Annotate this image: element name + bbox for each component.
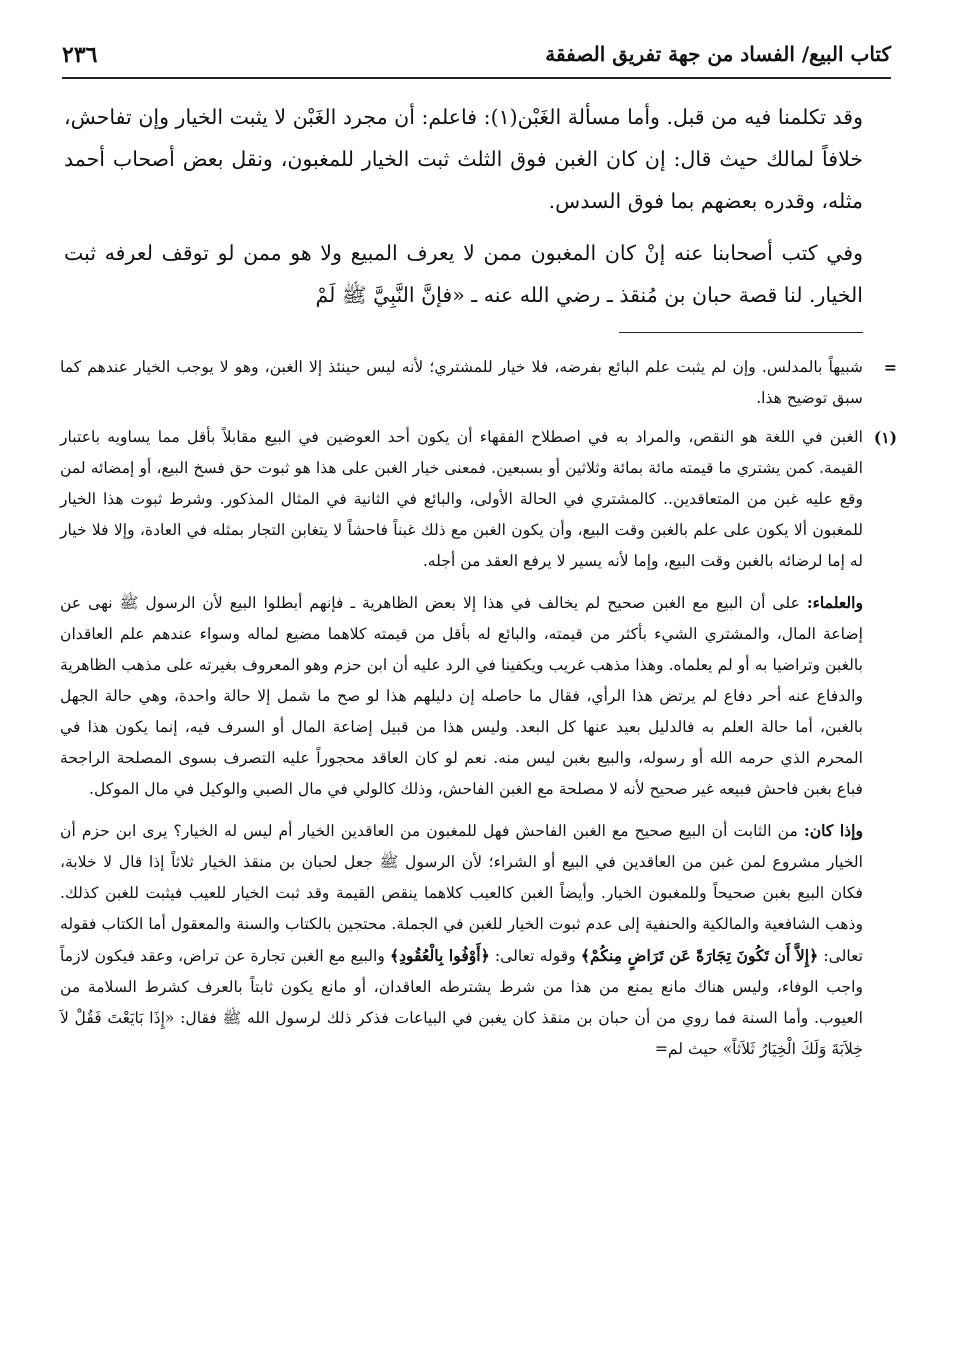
footnote-1 xyxy=(60,422,897,1065)
footnote-continuation xyxy=(60,352,897,414)
page-number: ٢٣٦ xyxy=(62,42,98,68)
running-header xyxy=(62,38,891,74)
paragraph-body: حيث لم= xyxy=(654,1040,718,1058)
footnote-1-paragraph-3 xyxy=(60,815,863,1065)
paragraph-lead: والعلماء: xyxy=(806,593,863,612)
paragraph-body: من الثابت أن البيع صحيح مع الغبن الفاحش فهل للمغبون من العاقدين الخيار أم ليس له الخيار؟ يرى ابن حزم أن الخيار مشروع لمن غبن من العاقدين في البيع أو الشراء؛ لأن الرسول ﷺ جعل لحبان بن منقذ الخيار ثلاثاً إذا قال لا خلابة، فكان البيع بغبن صحيحاً وللمغبون الخيار. وأيضاً الغبن كالعيب كلاهما ينقص القيمة وقد ثبت الخيار للعيب فيثبت للغبن كذلك. وذهب الشافعية والمالكية والحنفية إلى عدم ثبوت الخيار للغبن في الجملة. محتجين بالكتاب والسنة والمعقول أما الكتاب فقوله تعالى: xyxy=(60,822,863,965)
continuation-mark: = xyxy=(883,358,897,377)
quran-quote: ﴿إِلاَّ أَن تَكُونَ تِجَارَةً عَن تَرَاضٍ مِنكُمْ﴾ xyxy=(580,946,819,965)
footnotes xyxy=(60,352,897,1073)
paragraph-body: وقوله تعالى: xyxy=(494,947,576,965)
paragraph-body: والبيع مع الغبن تجارة عن تراض، وعقد فيكون لازماً واجب الوفاء، وليس هناك مانع يمنع من هذا من شرط يشترطه العاقدان، أو مانع يكون ثابتاً بالعرف كشرط السلامة من العيوب. وأما السنة فما روي من أن حبان بن منقذ كان يغبن في البياعات فذكر ذلك لرسول الله ﷺ فقال: xyxy=(60,947,863,1027)
header-rule xyxy=(62,77,891,79)
footnote-number: (١) xyxy=(873,428,897,447)
quran-quote: ﴿أَوْفُوا بِالْعُقُودِ﴾ xyxy=(389,946,490,965)
footnote-1-paragraph-1: الغبن في اللغة هو النقص، والمراد به في اصطلاح الفقهاء أن يكون أحد العوضين في البيع مقابلاً بأقل مما يساويه باعتبار القيمة. كمن يشتري ما قيمته مائة بمائة وثلاثين أو بسبعين. فمعنى خيار الغبن على هذا هو ثبوت حق فسخ البيع، أو إمضائه لمن وقع عليه غبن من المتعاقدين.. كالمشتري في الحالة الأولى، والبائع في الثانية في المثال المذكور. وشرط ثبوت هذا الخيار للمغبون ألا يكون على علم بالغبن وقت البيع، وأن يكون الغبن مع ذلك غبناً فاحشاً لا يتغابن التجار بمثله في العادة، وإلا فلا خيار له إما لرضائه بالغبن وقت البيع، وإما لأنه يسير لا يرفع العقد من أجله. xyxy=(60,428,863,570)
footnote-separator xyxy=(619,332,863,333)
paragraph-lead: وإذا كان: xyxy=(803,821,863,840)
header-title: كتاب البيع/ الفساد من جهة تفريق الصفقة xyxy=(545,42,891,66)
paragraph-body: على أن البيع مع الغبن صحيح لم يخالف في هذا إلا بعض الظاهرية ـ فإنهم أبطلوا البيع لأن الرسول ﷺ نهى عن إضاعة المال، والمشتري الشيء بأكثر من قيمته، والبائع له بأقل من قيمته كلاهما مضيع لماله وسواء عندهم علم العاقدان بالغبن وتراضيا به أو لم يعلماه. وهذا مذهب غريب ويكفينا في الرد عليه أن ابن حزم وهو المعروف بغيرته على مذهب الظاهرية والدفاع عنه أحر دفاع لم يرتض هذا الرأي، فقال ما حاصله إن دليلهم هذا لو صح ما شمل إلا حالة واحدة، وهي حالة الجهل بالغبن، أما حالة العلم به فالدليل بعيد عنها كل البعد. وليس هذا من قبيل إضاعة المال أو السرف فيه، إنما يكون هذا في المحرم الذي حرمه الله أو رسوله، والبيع بغبن ليس منه. نعم لو كان العاقد محجوراً عليه التصرف بسوى المصلحة الراجحة فباع بغبن فاحش فبيعه غير صحيح لأنه لا مصلحة مع الغبن الفاحش، وذلك كالولي في مال الصبي والوكيل في مال الموكل. xyxy=(60,594,863,798)
main-paragraph-1: وقد تكلمنا فيه من قبل. وأما مسألة الغَبْن(١): فاعلم: أن مجرد الغَبْن لا يثبت الخيار وإن تفاحش، خلافاً لمالك حيث قال: إن كان الغبن فوق الثلث ثبت الخيار للمغبون، ونقل بعض أصحاب أحمد مثله، وقدره بعضهم بما فوق السدس. xyxy=(64,105,863,213)
main-paragraph-2: وفي كتب أصحابنا عنه إنْ كان المغبون ممن لا يعرف المبيع ولا هو ممن لو توقف لعرفه ثبت الخيار. لنا قصة حبان بن مُنقذ ـ رضي الله عنه ـ «فإنَّ النَّبِيَّ ﷺ لَمْ xyxy=(64,241,863,307)
hadith-quote: «إِذَا بَايَعْتَ فَقُلْ لاَ خِلاَبَةَ وَلَكَ الْخِيَارُ ثَلاَثاً» xyxy=(60,1009,863,1058)
main-text xyxy=(64,96,863,316)
footnote-continuation-text: شبيهاً بالمدلس. وإن لم يثبت علم البائع بفرضه، فلا خيار للمشتري؛ لأنه ليس حينئذ إلا الغبن، وهو لا يوجب الخيار عندهم كما سبق توضيح هذا. xyxy=(60,358,863,407)
footnote-1-paragraph-2 xyxy=(60,587,863,805)
